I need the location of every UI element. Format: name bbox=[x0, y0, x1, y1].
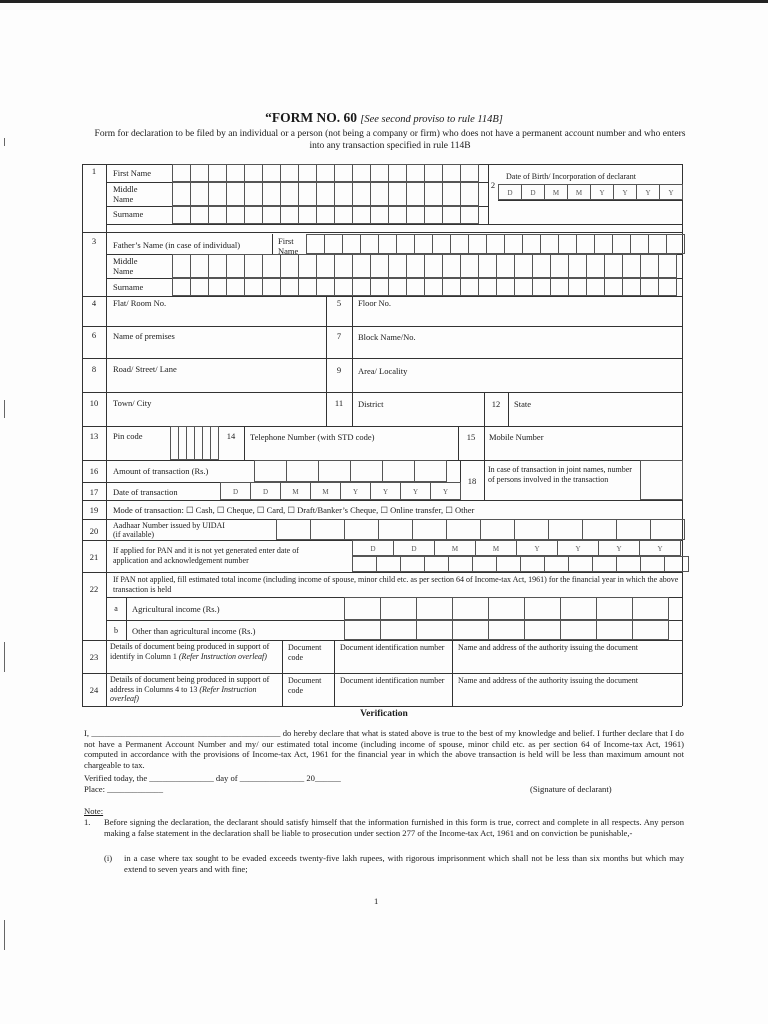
note-item-1i: in a case where tax sought to be evaded exceeds twenty-five lakh rupees, with rigorous imprisonment which shall not be less than six months but which may extend to seven years and with fine; bbox=[124, 853, 684, 874]
father-middle-name-char-box[interactable] bbox=[172, 254, 191, 278]
other-income-box[interactable] bbox=[380, 620, 417, 640]
page-number: 1 bbox=[374, 896, 379, 906]
row-19-number: 19 bbox=[89, 505, 99, 515]
first-name-char-box[interactable] bbox=[316, 164, 335, 182]
father-first-name-char-box[interactable] bbox=[396, 234, 415, 254]
other-income-box[interactable] bbox=[524, 620, 561, 640]
aadhaar-char-box[interactable] bbox=[412, 519, 447, 540]
father-first-name-char-box[interactable] bbox=[414, 234, 433, 254]
father-middle-name-char-box[interactable] bbox=[478, 254, 497, 278]
father-surname-char-box[interactable] bbox=[280, 278, 299, 296]
identity-doc-code-label: Document code bbox=[288, 643, 322, 662]
row-14-number: 14 bbox=[226, 431, 236, 441]
premises-label: Name of premises bbox=[113, 331, 175, 341]
form-description: Form for declaration to be filed by an individual or a person (not being a company or firm) who does not have a permanent account number and who enters into any transaction specified in rule 114B bbox=[94, 129, 686, 151]
transaction-date-char-box[interactable]: Y bbox=[430, 482, 461, 500]
pan-ack-number-box[interactable] bbox=[376, 556, 401, 572]
pan-not-applied-label: If PAN not applied, fill estimated total income (including income of spouse, minor child etc. as per section 64 of Income-tax Act, 1961) for the financial year in which the above transaction is held bbox=[113, 575, 679, 594]
form-proviso: [See second proviso to rule 114B] bbox=[360, 114, 503, 125]
father-surname-char-box[interactable] bbox=[640, 278, 659, 296]
father-surname-char-box[interactable] bbox=[514, 278, 533, 296]
transaction-date-char-box[interactable]: Y bbox=[400, 482, 431, 500]
middle-name-char-box[interactable] bbox=[406, 182, 425, 206]
father-surname-char-box[interactable] bbox=[442, 278, 461, 296]
scan-mark bbox=[4, 642, 5, 672]
surname-char-box[interactable] bbox=[226, 206, 245, 224]
surname-char-box[interactable] bbox=[424, 206, 443, 224]
middle-name-char-box[interactable] bbox=[244, 182, 263, 206]
father-middle-name-char-box[interactable] bbox=[550, 254, 569, 278]
address-doc-code-label: Document code bbox=[288, 676, 322, 695]
agricultural-income-box[interactable] bbox=[488, 597, 525, 620]
father-first-name-char-box[interactable] bbox=[378, 234, 397, 254]
amount-char-box[interactable] bbox=[350, 460, 383, 482]
middle-name-char-box[interactable] bbox=[316, 182, 335, 206]
area-label: Area/ Locality bbox=[358, 366, 408, 376]
father-first-name-char-box[interactable] bbox=[558, 234, 577, 254]
middle-name-char-box[interactable] bbox=[262, 182, 281, 206]
state-label: State bbox=[514, 399, 531, 409]
aadhaar-char-box[interactable] bbox=[344, 519, 379, 540]
scan-mark bbox=[4, 138, 5, 146]
first-name-char-box[interactable] bbox=[370, 164, 389, 182]
middle-name-char-box[interactable] bbox=[388, 182, 407, 206]
agricultural-income-box[interactable] bbox=[632, 597, 669, 620]
first-name-char-box[interactable] bbox=[388, 164, 407, 182]
note-title: Note: bbox=[84, 806, 104, 816]
amount-char-box[interactable] bbox=[254, 460, 287, 482]
row-21-number: 21 bbox=[89, 552, 99, 562]
aadhaar-label: Aadhaar Number issued by UIDAI bbox=[113, 521, 225, 530]
first-name-char-box[interactable] bbox=[442, 164, 461, 182]
father-first-name-char-box[interactable] bbox=[648, 234, 667, 254]
surname-char-box[interactable] bbox=[172, 206, 191, 224]
row-11-number: 11 bbox=[334, 398, 344, 408]
row-8-number: 8 bbox=[91, 364, 97, 374]
identity-doc-id-label: Document identification number bbox=[340, 643, 445, 652]
address-doc-id-label: Document identification number bbox=[340, 676, 445, 685]
father-middle-name-char-box[interactable] bbox=[460, 254, 479, 278]
father-surname-char-box[interactable] bbox=[604, 278, 623, 296]
father-middle-name-char-box[interactable] bbox=[586, 254, 605, 278]
aadhaar-sub-label: (if available) bbox=[113, 530, 155, 539]
transaction-date-label: Date of transaction bbox=[113, 487, 178, 497]
aadhaar-char-box[interactable] bbox=[582, 519, 617, 540]
father-surname-char-box[interactable] bbox=[226, 278, 245, 296]
surname-char-box[interactable] bbox=[280, 206, 299, 224]
father-surname-char-box[interactable] bbox=[370, 278, 389, 296]
father-surname-char-box[interactable] bbox=[460, 278, 479, 296]
father-middle-name-char-box[interactable] bbox=[226, 254, 245, 278]
pan-application-date-box[interactable]: Y bbox=[557, 540, 599, 556]
road-label: Road/ Street/ Lane bbox=[113, 364, 177, 374]
identity-document-label: Details of document being produced in support of identify in Column 1 (Refer Instruction overleaf) bbox=[110, 642, 270, 661]
first-name-char-box[interactable] bbox=[262, 164, 281, 182]
row-22-number: 22 bbox=[89, 584, 99, 594]
aadhaar-char-box[interactable] bbox=[548, 519, 583, 540]
pan-ack-number-box[interactable] bbox=[544, 556, 569, 572]
top-border bbox=[0, 0, 768, 3]
father-middle-name-char-box[interactable] bbox=[532, 254, 551, 278]
surname-char-box[interactable] bbox=[208, 206, 227, 224]
surname-char-box[interactable] bbox=[262, 206, 281, 224]
father-surname-char-box[interactable] bbox=[532, 278, 551, 296]
first-name-char-box[interactable] bbox=[280, 164, 299, 182]
father-surname-char-box[interactable] bbox=[316, 278, 335, 296]
father-surname-label: Surname bbox=[113, 282, 144, 292]
surname-char-box[interactable] bbox=[244, 206, 263, 224]
father-middle-name-char-box[interactable] bbox=[604, 254, 623, 278]
other-income-label: Other than agricultural income (Rs.) bbox=[132, 626, 256, 636]
father-first-name-char-box[interactable] bbox=[468, 234, 487, 254]
note-item-1: Before signing the declaration, the declarant should satisfy himself that the information furnished in this form is true, correct and complete in all respects. Any person making a false statement in the declaration shall be liable to prosecution under section 277 of the Income-tax Act, 1961 and on conviction be punishable,- bbox=[104, 817, 684, 838]
aadhaar-char-box[interactable] bbox=[650, 519, 685, 540]
row-18-number: 18 bbox=[467, 476, 477, 486]
row-24-number: 24 bbox=[89, 685, 99, 695]
place-line: Place: _____________ bbox=[84, 784, 164, 794]
middle-name-label: Middle Name bbox=[113, 184, 138, 204]
fathers-name-label: Father’s Name (in case of individual) bbox=[113, 240, 241, 250]
surname-char-box[interactable] bbox=[334, 206, 353, 224]
middle-name-char-box[interactable] bbox=[298, 182, 317, 206]
dob-char-box[interactable]: Y bbox=[613, 184, 637, 200]
dob-char-box[interactable]: Y bbox=[636, 184, 660, 200]
pan-application-date-box[interactable]: D bbox=[393, 540, 435, 556]
father-first-name-char-box[interactable] bbox=[486, 234, 505, 254]
agricultural-income-box[interactable] bbox=[452, 597, 489, 620]
father-first-name-char-box[interactable] bbox=[306, 234, 325, 254]
agricultural-income-box[interactable] bbox=[380, 597, 417, 620]
father-middle-name-label: Middle Name bbox=[113, 256, 138, 276]
agricultural-income-box[interactable] bbox=[596, 597, 633, 620]
transaction-date-char-box[interactable]: D bbox=[220, 482, 251, 500]
row-7-number: 7 bbox=[336, 331, 342, 341]
father-surname-char-box[interactable] bbox=[190, 278, 209, 296]
middle-name-char-box[interactable] bbox=[208, 182, 227, 206]
middle-name-char-box[interactable] bbox=[352, 182, 371, 206]
row-15-number: 15 bbox=[466, 432, 476, 442]
row-3-number: 3 bbox=[91, 236, 97, 246]
father-surname-char-box[interactable] bbox=[262, 278, 281, 296]
surname-char-box[interactable] bbox=[190, 206, 209, 224]
address-document-label: Details of document being produced in support of address in Columns 4 to 13 (Refer Instruction overleaf) bbox=[110, 675, 270, 703]
pan-ack-number-box[interactable] bbox=[520, 556, 545, 572]
aadhaar-char-box[interactable] bbox=[480, 519, 515, 540]
agricultural-income-box[interactable] bbox=[416, 597, 453, 620]
town-label: Town/ City bbox=[113, 398, 152, 408]
father-surname-char-box[interactable] bbox=[244, 278, 263, 296]
dob-char-box[interactable]: M bbox=[567, 184, 591, 200]
pan-application-date-box[interactable]: Y bbox=[516, 540, 558, 556]
middle-name-char-box[interactable] bbox=[172, 182, 191, 206]
father-first-name-char-box[interactable] bbox=[612, 234, 631, 254]
amount-char-box[interactable] bbox=[318, 460, 351, 482]
agricultural-income-label: Agricultural income (Rs.) bbox=[132, 604, 220, 614]
father-middle-name-char-box[interactable] bbox=[316, 254, 335, 278]
pan-ack-number-box[interactable] bbox=[664, 556, 689, 572]
floor-no-label: Floor No. bbox=[358, 298, 392, 308]
surname-char-box[interactable] bbox=[442, 206, 461, 224]
agricultural-income-box[interactable] bbox=[560, 597, 597, 620]
row-12-number: 12 bbox=[491, 399, 501, 409]
father-first-name-char-box[interactable] bbox=[522, 234, 541, 254]
amount-label: Amount of transaction (Rs.) bbox=[113, 466, 209, 476]
pan-ack-number-box[interactable] bbox=[400, 556, 425, 572]
form-number: “FORM NO. 60 bbox=[265, 110, 357, 125]
middle-name-char-box[interactable] bbox=[226, 182, 245, 206]
middle-name-char-box[interactable] bbox=[442, 182, 461, 206]
father-middle-name-char-box[interactable] bbox=[406, 254, 425, 278]
father-surname-char-box[interactable] bbox=[298, 278, 317, 296]
surname-label: Surname bbox=[113, 209, 144, 219]
first-name-char-box[interactable] bbox=[460, 164, 479, 182]
mobile-label: Mobile Number bbox=[489, 432, 544, 442]
first-name-char-box[interactable] bbox=[244, 164, 263, 182]
father-first-name-char-box[interactable] bbox=[342, 234, 361, 254]
father-surname-char-box[interactable] bbox=[406, 278, 425, 296]
row-16-number: 16 bbox=[89, 466, 99, 476]
pan-application-date-box[interactable]: M bbox=[475, 540, 517, 556]
surname-char-box[interactable] bbox=[388, 206, 407, 224]
middle-name-char-box[interactable] bbox=[334, 182, 353, 206]
middle-name-char-box[interactable] bbox=[370, 182, 389, 206]
block-label: Block Name/No. bbox=[358, 332, 416, 342]
pan-ack-number-box[interactable] bbox=[496, 556, 521, 572]
first-name-char-box[interactable] bbox=[334, 164, 353, 182]
amount-char-box[interactable] bbox=[286, 460, 319, 482]
pan-ack-number-box[interactable] bbox=[424, 556, 449, 572]
father-first-name-char-box[interactable] bbox=[630, 234, 649, 254]
pan-applied-label: If applied for PAN and it is not yet generated enter date of application and acknowledgement number bbox=[113, 546, 299, 565]
dob-char-box[interactable]: Y bbox=[659, 184, 683, 200]
father-middle-name-char-box[interactable] bbox=[640, 254, 659, 278]
father-surname-char-box[interactable] bbox=[586, 278, 605, 296]
surname-char-box[interactable] bbox=[316, 206, 335, 224]
identity-authority-label: Name and address of the authority issuing the document bbox=[458, 643, 638, 652]
transaction-date-char-box[interactable]: M bbox=[280, 482, 311, 500]
father-first-name-char-box[interactable] bbox=[666, 234, 685, 254]
father-middle-name-char-box[interactable] bbox=[424, 254, 443, 278]
father-middle-name-char-box[interactable] bbox=[244, 254, 263, 278]
father-surname-char-box[interactable] bbox=[658, 278, 677, 296]
pan-application-date-box[interactable]: D bbox=[352, 540, 394, 556]
surname-char-box[interactable] bbox=[370, 206, 389, 224]
joint-persons-box[interactable] bbox=[640, 460, 683, 500]
father-surname-char-box[interactable] bbox=[568, 278, 587, 296]
father-first-name-char-box[interactable] bbox=[324, 234, 343, 254]
surname-char-box[interactable] bbox=[460, 206, 479, 224]
agricultural-income-box[interactable] bbox=[344, 597, 381, 620]
first-name-char-box[interactable] bbox=[226, 164, 245, 182]
father-middle-name-char-box[interactable] bbox=[622, 254, 641, 278]
other-income-box[interactable] bbox=[560, 620, 597, 640]
father-first-name-char-box[interactable] bbox=[360, 234, 379, 254]
verification-text: I, ____________________________________________ do hereby declare that what is stated above is true to the best of my knowledge and belief. I further declare that I do not have a Permanent Account Number and my/ our estimated total income (including income of spouse, minor child etc. as per section 64 of Income-tax Act, 1961) computed in accordance with the provisions of Income-tax Act, 1961 for the financial year in which the above transaction is held will be less than maximum amount not chargeable to tax. bbox=[84, 728, 684, 770]
first-name-char-box[interactable] bbox=[172, 164, 191, 182]
father-middle-name-char-box[interactable] bbox=[442, 254, 461, 278]
signature-label: (Signature of declarant) bbox=[530, 784, 612, 794]
surname-char-box[interactable] bbox=[352, 206, 371, 224]
middle-name-char-box[interactable] bbox=[190, 182, 209, 206]
middle-name-char-box[interactable] bbox=[424, 182, 443, 206]
dob-label: Date of Birth/ Incorporation of declarant bbox=[506, 172, 636, 181]
row-9-number: 9 bbox=[336, 365, 342, 375]
aadhaar-char-box[interactable] bbox=[446, 519, 481, 540]
father-surname-char-box[interactable] bbox=[550, 278, 569, 296]
aadhaar-char-box[interactable] bbox=[378, 519, 413, 540]
row-20-number: 20 bbox=[89, 526, 99, 536]
father-first-name-char-box[interactable] bbox=[504, 234, 523, 254]
first-name-char-box[interactable] bbox=[352, 164, 371, 182]
first-name-label: First Name bbox=[113, 168, 152, 178]
other-income-box[interactable] bbox=[488, 620, 525, 640]
father-surname-char-box[interactable] bbox=[352, 278, 371, 296]
surname-char-box[interactable] bbox=[406, 206, 425, 224]
first-name-char-box[interactable] bbox=[208, 164, 227, 182]
flat-room-label: Flat/ Room No. bbox=[113, 298, 167, 308]
pan-application-date-box[interactable]: Y bbox=[639, 540, 681, 556]
aadhaar-char-box[interactable] bbox=[616, 519, 651, 540]
transaction-date-char-box[interactable]: M bbox=[310, 482, 341, 500]
other-income-box[interactable] bbox=[344, 620, 381, 640]
aadhaar-char-box[interactable] bbox=[276, 519, 311, 540]
transaction-date-char-box[interactable]: Y bbox=[370, 482, 401, 500]
pan-ack-number-box[interactable] bbox=[568, 556, 593, 572]
transaction-date-char-box[interactable]: D bbox=[250, 482, 281, 500]
father-first-name-char-box[interactable] bbox=[594, 234, 613, 254]
father-first-name-char-box[interactable] bbox=[432, 234, 451, 254]
first-name-char-box[interactable] bbox=[406, 164, 425, 182]
other-income-box[interactable] bbox=[632, 620, 669, 640]
row-13-number: 13 bbox=[89, 431, 99, 441]
pan-ack-number-box[interactable] bbox=[448, 556, 473, 572]
father-middle-name-char-box[interactable] bbox=[280, 254, 299, 278]
father-middle-name-char-box[interactable] bbox=[190, 254, 209, 278]
pan-application-date-box[interactable]: M bbox=[434, 540, 476, 556]
scan-mark bbox=[4, 920, 5, 950]
note-item-1i-number: (i) bbox=[104, 853, 113, 863]
father-middle-name-char-box[interactable] bbox=[658, 254, 677, 278]
pin-code-label: Pin code bbox=[113, 431, 143, 441]
father-middle-name-char-box[interactable] bbox=[496, 254, 515, 278]
row-4-number: 4 bbox=[91, 298, 97, 308]
first-name-char-box[interactable] bbox=[190, 164, 209, 182]
father-middle-name-char-box[interactable] bbox=[568, 254, 587, 278]
first-name-char-box[interactable] bbox=[424, 164, 443, 182]
father-surname-char-box[interactable] bbox=[334, 278, 353, 296]
pan-ack-number-box[interactable] bbox=[352, 556, 377, 572]
pan-ack-number-box[interactable] bbox=[640, 556, 665, 572]
father-first-name-char-box[interactable] bbox=[576, 234, 595, 254]
father-surname-char-box[interactable] bbox=[424, 278, 443, 296]
father-middle-name-char-box[interactable] bbox=[334, 254, 353, 278]
father-middle-name-char-box[interactable] bbox=[208, 254, 227, 278]
amount-char-box[interactable] bbox=[414, 460, 447, 482]
father-first-name-char-box[interactable] bbox=[450, 234, 469, 254]
pan-application-date-box[interactable]: Y bbox=[598, 540, 640, 556]
aadhaar-char-box[interactable] bbox=[514, 519, 549, 540]
row-1-number: 1 bbox=[91, 166, 97, 176]
dob-char-box[interactable]: D bbox=[521, 184, 545, 200]
verified-date-line: Verified today, the _______________ day of _______________ 20______ bbox=[84, 773, 341, 783]
father-surname-char-box[interactable] bbox=[478, 278, 497, 296]
father-surname-char-box[interactable] bbox=[172, 278, 191, 296]
middle-name-char-box[interactable] bbox=[280, 182, 299, 206]
father-surname-char-box[interactable] bbox=[208, 278, 227, 296]
father-surname-char-box[interactable] bbox=[388, 278, 407, 296]
other-income-box[interactable] bbox=[416, 620, 453, 640]
row-17-number: 17 bbox=[89, 487, 99, 497]
row-22b-letter: b bbox=[114, 626, 118, 635]
pan-ack-number-box[interactable] bbox=[472, 556, 497, 572]
pan-ack-number-box[interactable] bbox=[616, 556, 641, 572]
telephone-label: Telephone Number (with STD code) bbox=[250, 432, 375, 442]
form-title bbox=[0, 110, 768, 126]
first-name-char-box[interactable] bbox=[298, 164, 317, 182]
scan-mark bbox=[4, 400, 5, 418]
row-2-number: 2 bbox=[490, 180, 496, 190]
father-first-name-label: First Name bbox=[278, 236, 299, 256]
note-item-1-number: 1. bbox=[84, 817, 91, 827]
father-surname-char-box[interactable] bbox=[496, 278, 515, 296]
mode-of-transaction[interactable]: Mode of transaction: ☐ Cash, ☐ Cheque, ☐ Card, ☐ Draft/Banker’s Cheque, ☐ Online transfer, ☐ Other bbox=[113, 505, 475, 515]
father-middle-name-char-box[interactable] bbox=[298, 254, 317, 278]
district-label: District bbox=[358, 399, 384, 409]
father-middle-name-char-box[interactable] bbox=[388, 254, 407, 278]
address-authority-label: Name and address of the authority issuing the document bbox=[458, 676, 638, 685]
row-5-number: 5 bbox=[336, 298, 342, 308]
aadhaar-char-box[interactable] bbox=[310, 519, 345, 540]
dob-char-box[interactable]: M bbox=[544, 184, 568, 200]
verification-title: Verification bbox=[360, 709, 408, 719]
middle-name-char-box[interactable] bbox=[460, 182, 479, 206]
agricultural-income-box[interactable] bbox=[524, 597, 561, 620]
row-22a-letter: a bbox=[114, 604, 118, 613]
father-middle-name-char-box[interactable] bbox=[262, 254, 281, 278]
other-income-box[interactable] bbox=[452, 620, 489, 640]
amount-char-box[interactable] bbox=[382, 460, 415, 482]
surname-char-box[interactable] bbox=[298, 206, 317, 224]
row-10-number: 10 bbox=[89, 398, 99, 408]
other-income-box[interactable] bbox=[596, 620, 633, 640]
father-middle-name-char-box[interactable] bbox=[352, 254, 371, 278]
dob-char-box[interactable]: D bbox=[498, 184, 522, 200]
father-first-name-char-box[interactable] bbox=[540, 234, 559, 254]
father-surname-char-box[interactable] bbox=[622, 278, 641, 296]
dob-char-box[interactable]: Y bbox=[590, 184, 614, 200]
father-middle-name-char-box[interactable] bbox=[514, 254, 533, 278]
row-23-number: 23 bbox=[89, 652, 99, 662]
pan-ack-number-box[interactable] bbox=[592, 556, 617, 572]
joint-names-label: In case of transaction in joint names, number of persons involved in the transaction bbox=[488, 465, 632, 484]
transaction-date-char-box[interactable]: Y bbox=[340, 482, 371, 500]
row-6-number: 6 bbox=[91, 330, 97, 340]
father-middle-name-char-box[interactable] bbox=[370, 254, 389, 278]
